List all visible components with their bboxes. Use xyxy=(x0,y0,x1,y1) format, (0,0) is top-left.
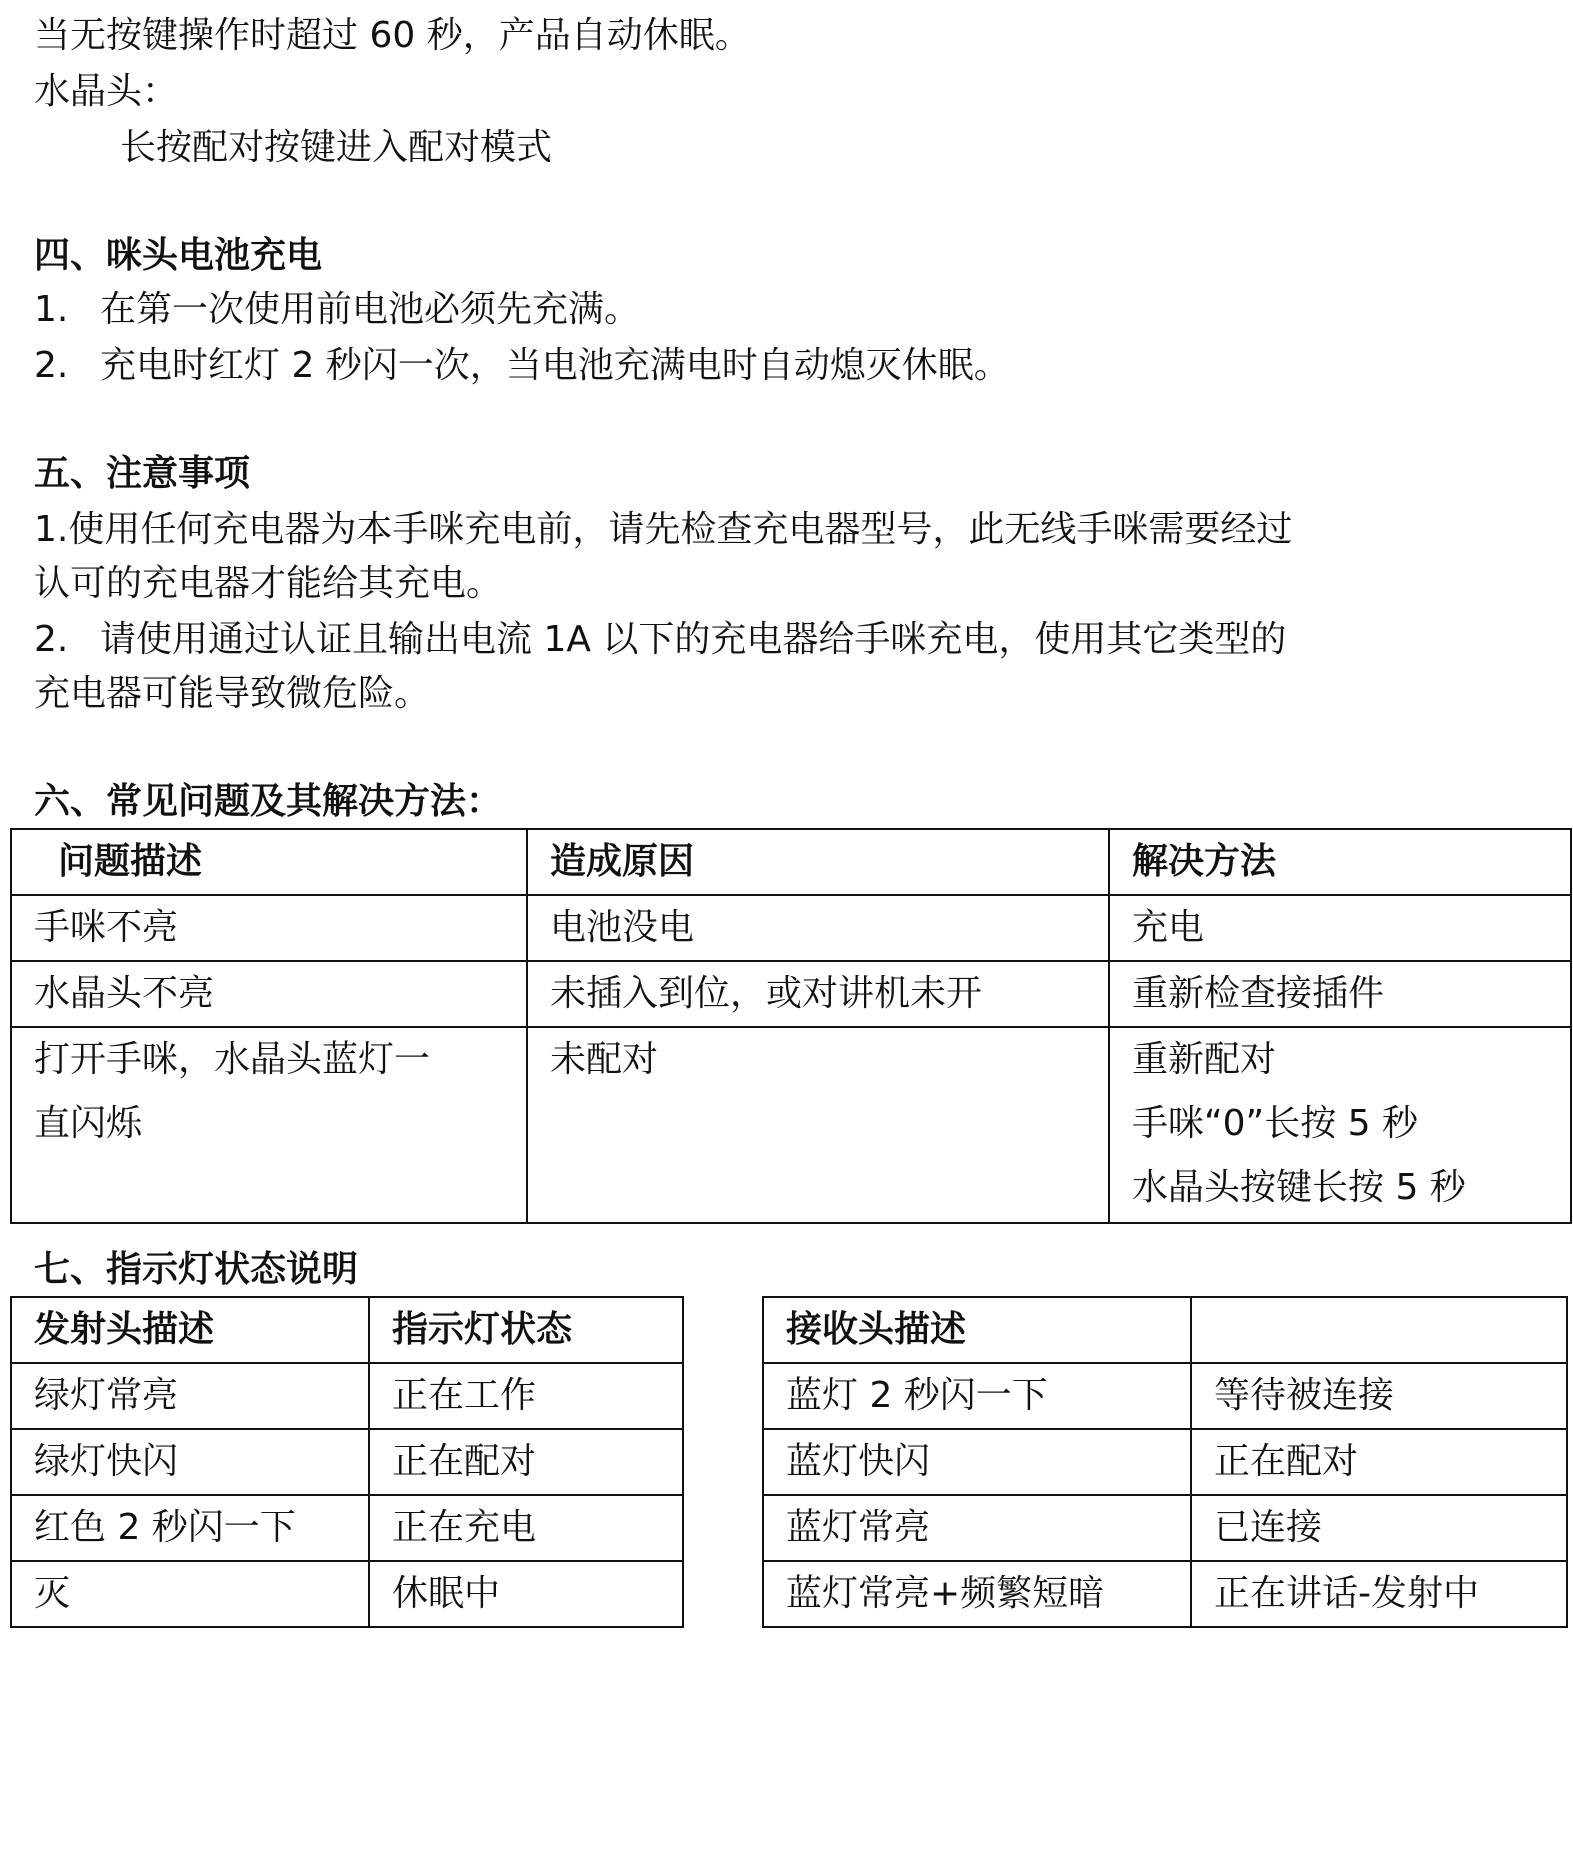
list-number: 2. xyxy=(34,619,69,660)
list-number: 2. xyxy=(34,345,69,386)
tx-status-cell: 正在充电 xyxy=(369,1495,683,1561)
solution-line: 手咪“0”长按 5 秒 xyxy=(1132,1103,1418,1144)
table-row xyxy=(763,1495,1567,1561)
table-row xyxy=(763,1363,1567,1429)
section7-title: 七、指示灯状态说明 xyxy=(34,1249,359,1290)
table-row xyxy=(11,1561,683,1627)
table-row xyxy=(11,895,1571,961)
section4-item-1 xyxy=(34,288,640,332)
header-cause: 造成原因 xyxy=(527,829,1109,895)
rx-status-cell: 正在讲话-发射中 xyxy=(1191,1561,1567,1627)
solution-line: 水晶头按键长按 5 秒 xyxy=(1132,1167,1466,1208)
list-number: 1. xyxy=(34,289,69,330)
receiver-label: 水晶头： xyxy=(34,71,179,112)
list-text: 充电时红灯 2 秒闪一次，当电池充满电时自动熄灭休眠。 xyxy=(100,345,1010,386)
cause-cell: 未插入到位，或对讲机未开 xyxy=(527,961,1109,1027)
table-row xyxy=(11,1429,683,1495)
rx-description-cell: 蓝灯快闪 xyxy=(763,1429,1191,1495)
problem-cell: 水晶头不亮 xyxy=(11,961,527,1027)
problem-cell xyxy=(11,1027,527,1223)
rx-description-cell: 蓝灯常亮 xyxy=(763,1495,1191,1561)
solution-line: 重新配对 xyxy=(1132,1039,1277,1080)
solution-cell xyxy=(1109,1027,1571,1223)
section4-item-2 xyxy=(34,344,1010,388)
rx-status-cell: 正在配对 xyxy=(1191,1429,1567,1495)
table-row xyxy=(11,961,1571,1027)
receiver-pairing-instruction: 长按配对按键进入配对模式 xyxy=(120,127,553,168)
tx-status-cell: 休眠中 xyxy=(369,1561,683,1627)
header-rx-status xyxy=(1191,1297,1567,1363)
problem-line: 直闪烁 xyxy=(34,1103,143,1144)
table-header-row xyxy=(11,1297,683,1363)
table-row xyxy=(11,1363,683,1429)
tx-status-cell: 正在工作 xyxy=(369,1363,683,1429)
solution-cell: 充电 xyxy=(1109,895,1571,961)
cause-cell: 电池没电 xyxy=(527,895,1109,961)
table-header-row xyxy=(11,829,1571,895)
section5-item1-line2: 认可的充电器才能给其充电。 xyxy=(34,563,503,604)
table-header-row xyxy=(763,1297,1567,1363)
receiver-indicator-table xyxy=(762,1296,1568,1628)
faq-table xyxy=(10,828,1572,1224)
list-text: 在第一次使用前电池必须先充满。 xyxy=(100,289,641,330)
transmitter-indicator-table xyxy=(10,1296,684,1628)
header-rx-description: 接收头描述 xyxy=(763,1297,1191,1363)
tx-description-cell: 绿灯快闪 xyxy=(11,1429,369,1495)
section5-title: 五、注意事项 xyxy=(34,453,251,494)
rx-description-cell: 蓝灯 2 秒闪一下 xyxy=(763,1363,1191,1429)
rx-status-cell: 已连接 xyxy=(1191,1495,1567,1561)
section6-title: 六、常见问题及其解决方法： xyxy=(34,781,503,822)
cause-cell: 未配对 xyxy=(527,1027,1109,1223)
tx-description-cell: 红色 2 秒闪一下 xyxy=(11,1495,369,1561)
table-row xyxy=(11,1027,1571,1223)
header-indicator-status: 指示灯状态 xyxy=(369,1297,683,1363)
tx-status-cell: 正在配对 xyxy=(369,1429,683,1495)
table-row xyxy=(763,1561,1567,1627)
sleep-note: 当无按键操作时超过 60 秒，产品自动休眠。 xyxy=(34,15,751,56)
table-row xyxy=(11,1495,683,1561)
tx-description-cell: 绿灯常亮 xyxy=(11,1363,369,1429)
problem-line: 打开手咪，水晶头蓝灯一 xyxy=(34,1039,431,1080)
list-text: 请使用通过认证且输出电流 1A 以下的充电器给手咪充电，使用其它类型的 xyxy=(100,619,1287,660)
problem-cell: 手咪不亮 xyxy=(11,895,527,961)
solution-cell: 重新检查接插件 xyxy=(1109,961,1571,1027)
section5-item2-line2: 充电器可能导致微危险。 xyxy=(34,673,431,714)
section5-item1-line1: 1.使用任何充电器为本手咪充电前，请先检查充电器型号，此无线手咪需要经过 xyxy=(34,509,1293,550)
table-row xyxy=(763,1429,1567,1495)
tx-description-cell: 灭 xyxy=(11,1561,369,1627)
section4-title: 四、咪头电池充电 xyxy=(34,235,323,276)
rx-description-cell: 蓝灯常亮+频繁短暗 xyxy=(763,1561,1191,1627)
rx-status-cell: 等待被连接 xyxy=(1191,1363,1567,1429)
header-problem: 问题描述 xyxy=(11,829,527,895)
header-solution: 解决方法 xyxy=(1109,829,1571,895)
section5-item2-line1 xyxy=(34,618,1286,662)
header-tx-description: 发射头描述 xyxy=(11,1297,369,1363)
